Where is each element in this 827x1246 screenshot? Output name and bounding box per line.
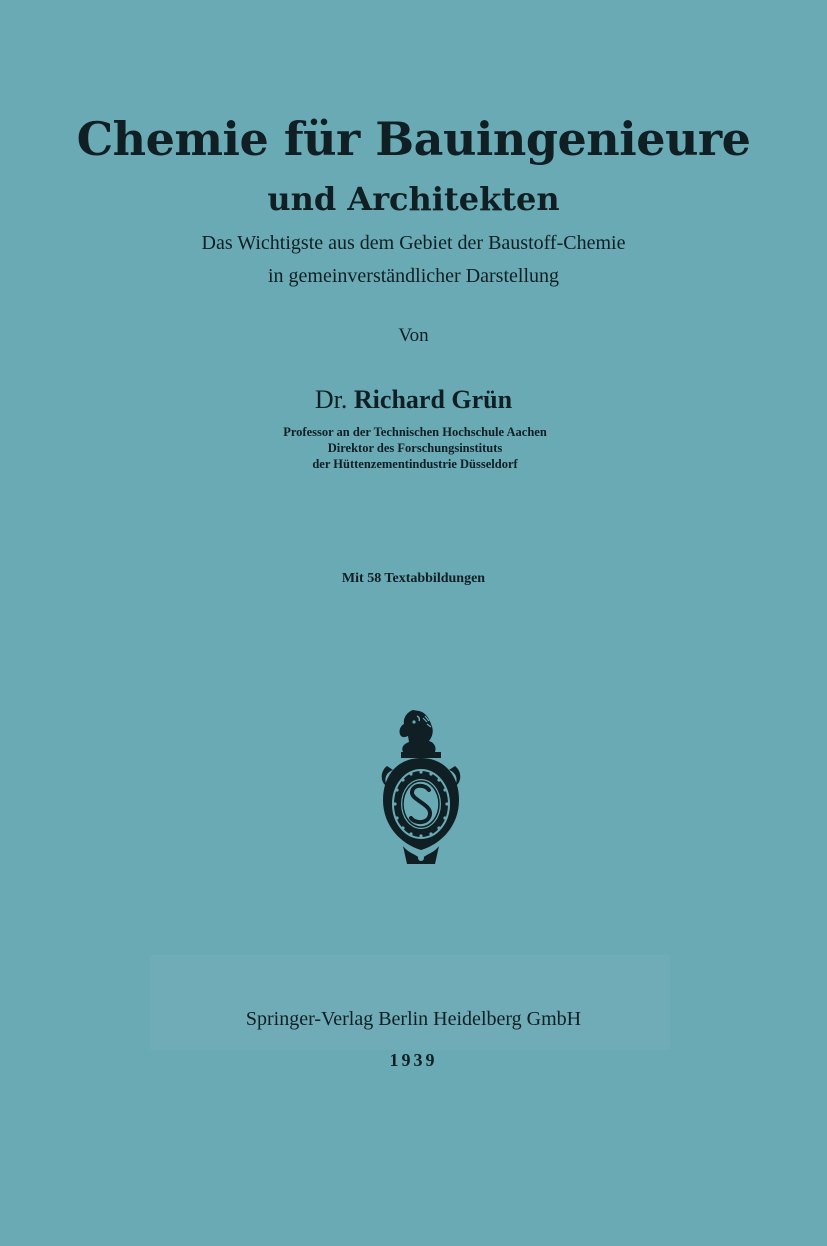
author [0,385,827,415]
book-title-line2: und Architekten [267,180,560,218]
publisher-band [150,955,670,1050]
author-affiliation-line3: der Hüttenzementindustrie Düsseldorf [312,457,518,471]
author-prefix: Dr. [314,385,348,414]
book-title: Chemie für Bauingenieure [76,112,751,166]
by-label: Von [398,325,429,346]
springer-knight-emblem-icon [373,708,469,868]
book-subtitle-line2: in gemeinverständlicher Darstellung [267,265,559,287]
author-name: Richard Grün [353,385,513,414]
author-affiliation-line1: Professor an der Technischen Hochschule Aachen [283,425,547,439]
illustrations-note: Mit 58 Textabbildungen [341,571,486,586]
publication-year: 1939 [389,1050,438,1070]
book-subtitle-line1: Das Wichtigste aus dem Gebiet der Baustoff-Chemie [201,232,626,254]
publisher-name: Springer-Verlag Berlin Heidelberg GmbH [245,1008,582,1030]
author-affiliation-line2: Direktor des Forschungsinstituts [327,441,503,455]
